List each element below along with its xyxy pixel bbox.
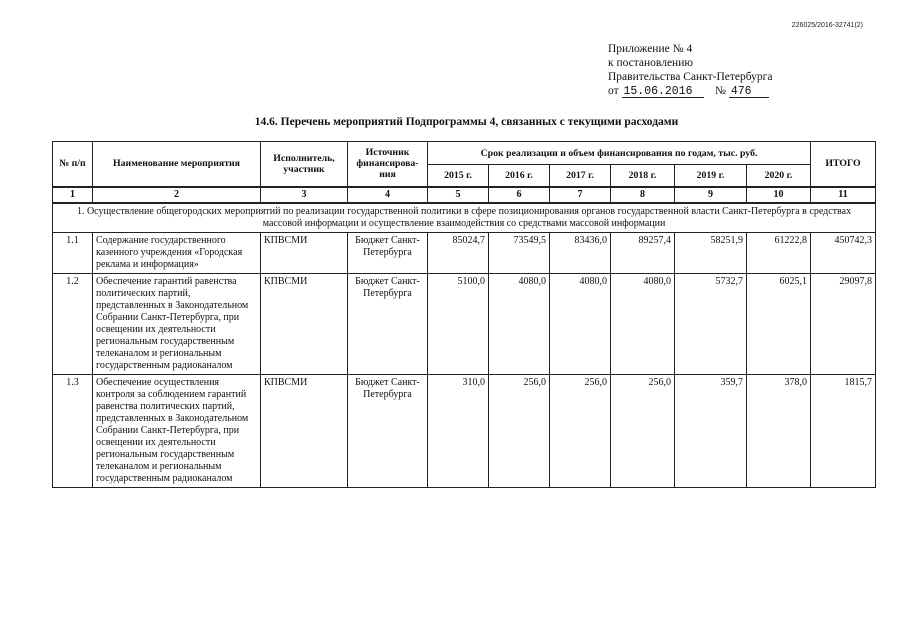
- row-2019: 58251,9: [675, 232, 747, 273]
- row-num: 1.2: [53, 273, 93, 374]
- header-year: 2015 г.: [428, 165, 489, 187]
- row-2020: 6025,1: [747, 273, 811, 374]
- document-id: 226025/2016-32741(2): [791, 22, 863, 29]
- row-total: 1815,7: [811, 374, 876, 487]
- column-number: 11: [811, 187, 876, 203]
- header-source: Источник финансирова-ния: [348, 142, 428, 187]
- row-num: 1.1: [53, 232, 93, 273]
- row-executor: КПВСМИ: [261, 232, 348, 273]
- row-2015: 310,0: [428, 374, 489, 487]
- row-2015: 85024,7: [428, 232, 489, 273]
- appendix-line-1: Приложение № 4: [608, 43, 693, 55]
- row-2018: 89257,4: [611, 232, 675, 273]
- activities-table: [52, 141, 876, 488]
- row-2019: 359,7: [675, 374, 747, 487]
- table-row: [53, 232, 876, 273]
- header-year: 2016 г.: [489, 165, 550, 187]
- column-number: 5: [428, 187, 489, 203]
- row-2015: 5100,0: [428, 273, 489, 374]
- column-number: 7: [550, 187, 611, 203]
- row-source: Бюджет Санкт-Петербурга: [348, 273, 428, 374]
- row-name: Содержание государственного казенного учреждения «Городская реклама и информация»: [93, 232, 261, 273]
- from-label: от: [608, 85, 619, 97]
- row-2016: 256,0: [489, 374, 550, 487]
- decree-date: 15.06.2016: [622, 86, 704, 98]
- row-2018: 256,0: [611, 374, 675, 487]
- section-title: 1. Осуществление общегородских мероприятий по реализации государственной политики в сфере позиционирования органов государственной власти Санкт-Петербурга в средствах массовой информации и осуществление взаимодействия со средствами массовой информации: [53, 203, 876, 233]
- table-row: [53, 273, 876, 374]
- row-2016: 4080,0: [489, 273, 550, 374]
- column-number: 3: [261, 187, 348, 203]
- header-year: 2018 г.: [611, 165, 675, 187]
- column-number: 8: [611, 187, 675, 203]
- row-2019: 5732,7: [675, 273, 747, 374]
- row-2020: 378,0: [747, 374, 811, 487]
- column-number: 6: [489, 187, 550, 203]
- header-year: 2020 г.: [747, 165, 811, 187]
- row-name: Обеспечение гарантий равенства политических партий, представленных в Законодательном Собрании Санкт-Петербурга, при освещении их деятельности региональным государственным телеканалом и региональным государственным радиоканалом: [93, 273, 261, 374]
- row-source: Бюджет Санкт-Петербурга: [348, 374, 428, 487]
- table-row: [53, 374, 876, 487]
- header-year: 2019 г.: [675, 165, 747, 187]
- row-executor: КПВСМИ: [261, 273, 348, 374]
- header-year: 2017 г.: [550, 165, 611, 187]
- page-title: 14.6. Перечень мероприятий Подпрограммы 4, связанных с текущими расходами: [254, 116, 679, 128]
- row-num: 1.3: [53, 374, 93, 487]
- section-row: [53, 203, 876, 233]
- row-source: Бюджет Санкт-Петербурга: [348, 232, 428, 273]
- header-period: Срок реализации и объем финансирования по годам, тыс. руб.: [428, 142, 811, 165]
- row-total: 450742,3: [811, 232, 876, 273]
- row-2018: 4080,0: [611, 273, 675, 374]
- column-number: 4: [348, 187, 428, 203]
- appendix-line-3: Правительства Санкт-Петербурга: [608, 71, 773, 83]
- row-2017: 4080,0: [550, 273, 611, 374]
- row-total: 29097,8: [811, 273, 876, 374]
- header-executor: Исполнитель, участник: [261, 142, 348, 187]
- column-number: 9: [675, 187, 747, 203]
- row-executor: КПВСМИ: [261, 374, 348, 487]
- row-2016: 73549,5: [489, 232, 550, 273]
- appendix-block: [608, 42, 773, 98]
- header-total: ИТОГО: [811, 142, 876, 187]
- header-name: Наименование мероприятия: [93, 142, 261, 187]
- number-label: №: [715, 85, 726, 97]
- row-name: Обеспечение осуществления контроля за соблюдением гарантий равенства политических партий, представленных в Законодательном Собрании Санкт-Петербурга, при освещении их деятельности региональным государственным телеканалом и региональным государственным радиоканалом: [93, 374, 261, 487]
- row-2020: 61222,8: [747, 232, 811, 273]
- header-num: № п/п: [53, 142, 93, 187]
- column-number: 10: [747, 187, 811, 203]
- row-2017: 83436,0: [550, 232, 611, 273]
- row-2017: 256,0: [550, 374, 611, 487]
- appendix-line-2: к постановлению: [608, 57, 693, 69]
- column-number: 2: [93, 187, 261, 203]
- appendix-date-line: [608, 84, 773, 98]
- decree-number: 476: [729, 86, 769, 98]
- column-number-row: [53, 187, 876, 203]
- column-number: 1: [53, 187, 93, 203]
